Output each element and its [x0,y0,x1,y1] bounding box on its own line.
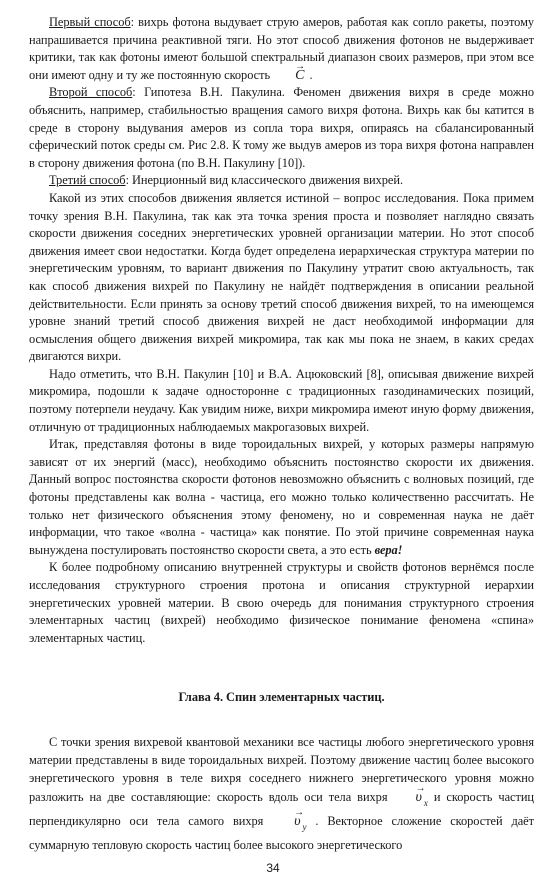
label-first-method: Первый способ [49,15,131,29]
constancy-text: Итак, представляя фотоны в виде тороидальных вихрей, у которых размеры напрямую зависят от их энергий (масс), необходимо объяснить постоянство скорости их движения. Данный вопрос постоянства скорости фотонов невозможно объяснить с волновых позиций, где фотоны представлены как волна - частица, его можно только количественно рассчитать. Не только нет физического объяснения этому феномену, но и современная наука не даёт информации, что такое «волна - частица» как понятие. По этой причине современная наука вынуждена постулировать постоянство скорости света, а это есть [29,437,534,557]
label-third-method: Третий способ [49,173,126,188]
vortex-text-3: . Векторное сложение скоростей даёт суммарную тепловую скорость частиц более высокого энергетического [29,813,534,852]
first-method-end: . [306,67,313,82]
velocity-symbol-x: → υ [393,789,423,807]
paragraph-third-method [29,172,534,190]
page-number: 34 [266,861,280,875]
chapter-body [29,733,534,854]
paragraph-constancy-speed [29,436,534,559]
document-page [29,14,534,854]
paragraph-second-method [29,84,534,172]
second-method-text: : Гипотеза В.Н. Пакулина. Феномен движения вихря в среде можно объяснить, например, стабильностью вращения самого вихря фотона. Вихрь как бы катится в среде в сторону выдувания амеров из сопла тора вихря, опираясь на сбалансированный сферический поток среды см. Рис 2.8. К тому же выдув амеров из тора вихря фотона направлен в сторону движения фотона (по В.Н. Пакулину [10]). [29,85,534,170]
label-second-method: Второй способ [49,85,133,100]
velocity-symbol-y: → υ [272,813,302,831]
vortex-text-2: и скорость частиц перпендикулярно оси тела самого вихря [29,789,534,828]
paragraph-vortex-mechanics [29,733,534,854]
chapter-heading: Глава 4. Спин элементарных частиц. [178,690,385,705]
subscript-y: y [302,821,307,832]
paragraph-which-method: Какой из этих способов движения является истиной – вопрос исследования. Пока примем точку зрения В.Н. Пакулина, так как эта точка зрения проста и позволяет наглядно связать скорости движения соседних энергетических уровней организации материи. Но этот способ движения имеет свои недостатки. Когда будет определена иерархическая структура материи по энергетическим уровням, то вариант движения по Пакулину утратит свою актуальность, так как способ движения вихрей по Пакулину не найдёт подтверждения в описании реальной действительности. Если принять за основу третий способ движения вихрей, то на имеющемся уровне знаний третий способ движения вихрей не даст необходимой информации для осмысления общего движения вихрей микромира, так как мы пока не знаем, в каких средах двигаются вихри. [29,190,534,364]
third-method-text: : Инерционный вид классического движения вихрей. [125,173,403,188]
vortex-text-1: С точки зрения вихревой квантовой механики все частицы любого энергетического уровня материи представлены в виде тороидальных вихрей. Поэтому движение частиц более высокого энергетического уровня в теле вихря соседнего нижнего энергетического уровня можно разложить на две составляющие: скорость вдоль оси тела вихря [29,734,534,804]
paragraph-first-method [29,14,534,84]
subscript-x: x [423,797,428,808]
paragraph-return-photons: К более подробному описанию внутренней структуры и свойств фотонов вернёмся после исследования структурного строения протона и описания структурной иерархии энергетических уровней материи. В свою очередь для понимания структурного строения элементарных частиц (вихрей) необходимо физическое понимание феномена «спина» элементарных частиц. [29,560,534,645]
first-method-text: : вихрь фотона выдувает струю амеров, работая как сопло ракеты, поэтому напрашивается причина реактивной тяги. Но этот способ движения фотонов не выдерживает критики, так как фотоны имеют большой спектральный диапазон своих размеров, при этом все они имеют одну и ту же постоянную скорость [29,15,535,82]
speed-symbol-c: → C [273,67,306,85]
paragraph-pakulin-atsyukovsky: Надо отметить, что В.Н. Пакулин [10] и В.А. Ацюковский [8], описывая движение вихрей микромира, подошли к задаче одностороннe с традиционных газодинамических позиций, поэтому потерпели неудачу. Как увидим ниже, вихри микромира имеют иную форму движения, отличную от традиционных наблюдаемых макрогазовых вихрей. [29,366,534,434]
emphasis-faith: вера! [374,542,403,557]
